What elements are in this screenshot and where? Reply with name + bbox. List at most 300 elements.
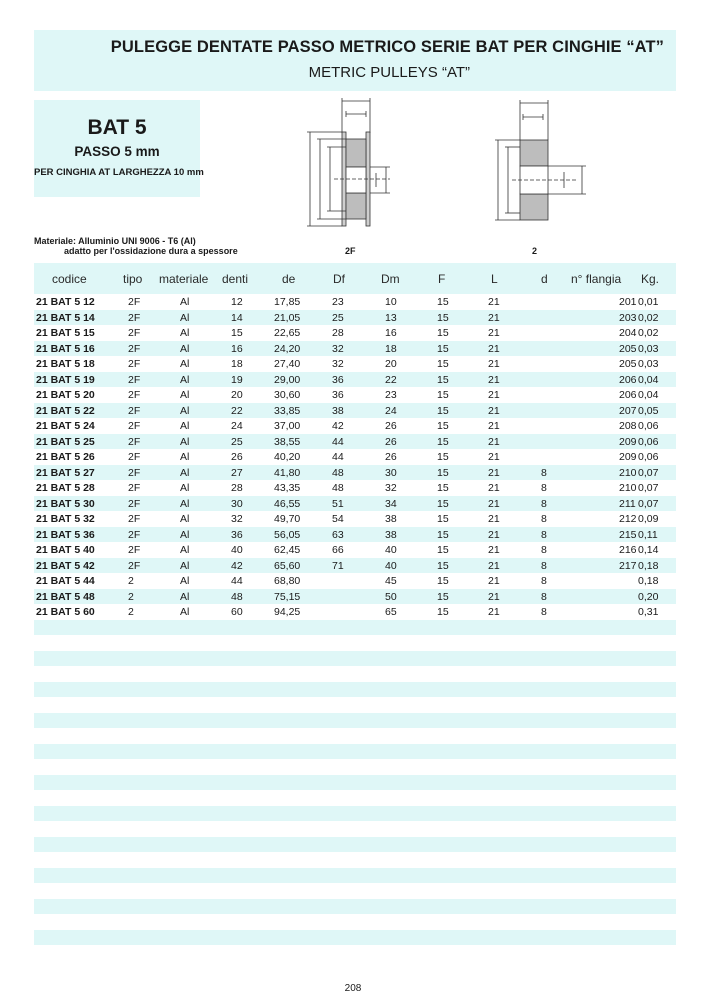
header-denti: denti	[222, 272, 249, 286]
cell-denti: 12	[231, 296, 243, 308]
empty-table-row	[34, 775, 676, 791]
cell-kg: 0,09	[638, 513, 659, 525]
cell-kg: 0,04	[638, 373, 659, 386]
cell-kg: 0,18	[638, 559, 659, 572]
table-row	[34, 496, 676, 512]
cell-l: 21	[488, 435, 500, 448]
cell-denti: 48	[231, 590, 243, 603]
cell-f: 15	[437, 327, 449, 339]
table-row	[34, 403, 676, 419]
cell-l: 21	[488, 342, 500, 355]
cell-flangia: 212	[619, 513, 637, 525]
cell-df: 51	[332, 497, 344, 510]
table-row	[34, 604, 676, 620]
cell-flangia: 210	[619, 482, 637, 494]
cell-de: 37,00	[274, 420, 301, 432]
cell-f: 15	[437, 575, 449, 587]
table-row	[34, 573, 676, 589]
cell-codice: 21 BAT 5 18	[36, 358, 95, 370]
cell-df: 48	[332, 466, 344, 479]
cell-materiale: Al	[180, 575, 190, 587]
cell-denti: 16	[231, 342, 243, 355]
pulley-table	[34, 263, 676, 961]
cell-f: 15	[437, 404, 449, 417]
cell-dm: 45	[385, 575, 397, 587]
cell-codice: 21 BAT 5 26	[36, 451, 95, 463]
cell-de: 29,00	[274, 373, 301, 386]
cell-codice: 21 BAT 5 42	[36, 559, 95, 572]
empty-table-row	[34, 713, 676, 729]
cell-de: 40,20	[274, 451, 301, 463]
cell-denti: 20	[231, 389, 243, 401]
cell-kg: 0,04	[638, 389, 659, 401]
cell-df: 44	[332, 451, 344, 463]
cell-de: 75,15	[274, 590, 301, 603]
cell-flangia: 207	[619, 404, 637, 417]
cell-l: 21	[488, 404, 500, 417]
cell-dm: 65	[385, 606, 397, 618]
cell-materiale: Al	[180, 358, 190, 370]
cell-f: 15	[437, 482, 449, 494]
cell-l: 21	[488, 466, 500, 479]
empty-table-row	[34, 930, 676, 946]
cell-df: 48	[332, 482, 344, 494]
cell-flangia: 205	[619, 342, 637, 355]
cell-denti: 22	[231, 404, 243, 417]
cell-codice: 21 BAT 5 48	[36, 590, 95, 603]
cell-kg: 0,01	[638, 296, 659, 308]
cell-tipo: 2F	[128, 296, 141, 308]
cell-tipo: 2	[128, 575, 134, 587]
pulley-2-drawing	[478, 95, 598, 245]
cell-kg: 0,05	[638, 404, 659, 417]
table-row	[34, 341, 676, 357]
empty-table-row	[34, 790, 676, 806]
cell-kg: 0,31	[638, 606, 659, 618]
cell-dm: 26	[385, 451, 397, 463]
cell-kg: 0,02	[638, 311, 659, 324]
cell-tipo: 2F	[128, 358, 141, 370]
cell-tipo: 2F	[128, 559, 141, 572]
cell-df: 36	[332, 389, 344, 401]
cell-dm: 24	[385, 404, 397, 417]
cell-de: 17,85	[274, 296, 301, 308]
cell-codice: 21 BAT 5 19	[36, 373, 95, 386]
cell-dm: 40	[385, 544, 397, 556]
empty-table-row	[34, 806, 676, 822]
table-row	[34, 542, 676, 558]
cell-dm: 40	[385, 559, 397, 572]
cell-f: 15	[437, 311, 449, 324]
cell-df: 32	[332, 342, 344, 355]
cell-dm: 32	[385, 482, 397, 494]
cell-de: 33,85	[274, 404, 301, 417]
cell-materiale: Al	[180, 497, 190, 510]
cell-l: 21	[488, 544, 500, 556]
table-row	[34, 372, 676, 388]
cell-codice: 21 BAT 5 28	[36, 482, 95, 494]
cell-df: 44	[332, 435, 344, 448]
cell-f: 15	[437, 373, 449, 386]
table-header	[34, 263, 676, 294]
cell-materiale: Al	[180, 482, 190, 494]
cell-materiale: Al	[180, 435, 190, 448]
cell-denti: 28	[231, 482, 243, 494]
cell-f: 15	[437, 559, 449, 572]
table-row	[34, 589, 676, 605]
cell-flangia: 216	[619, 544, 637, 556]
cell-flangia: 209	[619, 435, 637, 448]
cell-dm: 23	[385, 389, 397, 401]
cell-dm: 38	[385, 528, 397, 541]
empty-table-row	[34, 759, 676, 775]
cell-de: 68,80	[274, 575, 301, 587]
cell-tipo: 2F	[128, 544, 141, 556]
cell-materiale: Al	[180, 296, 190, 308]
table-row	[34, 325, 676, 341]
cell-dm: 22	[385, 373, 397, 386]
cell-d: 8	[541, 544, 547, 556]
cell-l: 21	[488, 311, 500, 324]
header-tipo: tipo	[123, 272, 143, 286]
table-row	[34, 310, 676, 326]
cell-materiale: Al	[180, 311, 190, 324]
header-f: F	[438, 272, 446, 286]
empty-table-row	[34, 744, 676, 760]
header-flangia: n° flangia	[571, 272, 622, 286]
cell-codice: 21 BAT 5 14	[36, 311, 95, 324]
cell-denti: 27	[231, 466, 243, 479]
cell-df: 71	[332, 559, 344, 572]
cell-de: 94,25	[274, 606, 301, 618]
cell-l: 21	[488, 606, 500, 618]
cell-codice: 21 BAT 5 44	[36, 575, 95, 587]
cell-denti: 15	[231, 327, 243, 339]
header-codice: codice	[52, 272, 87, 286]
cell-tipo: 2F	[128, 327, 141, 339]
cell-tipo: 2F	[128, 497, 141, 510]
cell-materiale: Al	[180, 528, 190, 541]
cell-tipo: 2F	[128, 389, 141, 401]
cell-d: 8	[541, 606, 547, 618]
cell-flangia: 206	[619, 389, 637, 401]
cell-kg: 0,06	[638, 451, 659, 463]
belt-width-label: PER CINGHIA AT LARGHEZZA 10 mm	[34, 167, 204, 178]
cell-flangia: 203	[619, 311, 637, 324]
cell-tipo: 2F	[128, 311, 141, 324]
cell-flangia: 204	[619, 327, 637, 339]
cell-flangia: 201	[619, 296, 637, 308]
empty-table-row	[34, 620, 676, 636]
cell-denti: 60	[231, 606, 243, 618]
page-title: PULEGGE DENTATE PASSO METRICO SERIE BAT PER CINGHIE “AT”	[110, 38, 664, 56]
cell-codice: 21 BAT 5 12	[36, 296, 95, 308]
cell-l: 21	[488, 590, 500, 603]
cell-codice: 21 BAT 5 24	[36, 420, 95, 432]
cell-denti: 44	[231, 575, 243, 587]
cell-kg: 0,07	[638, 482, 659, 494]
cell-df: 36	[332, 373, 344, 386]
cell-f: 15	[437, 544, 449, 556]
table-row	[34, 480, 676, 496]
header-l: L	[491, 272, 498, 286]
cell-f: 15	[437, 497, 449, 510]
cell-kg: 0,03	[638, 358, 659, 370]
cell-l: 21	[488, 389, 500, 401]
cell-f: 15	[437, 420, 449, 432]
material-line-1: Materiale: Alluminio UNI 9006 - T6 (Al)	[34, 236, 196, 246]
cell-flangia: 211	[619, 497, 636, 510]
cell-tipo: 2	[128, 590, 134, 603]
cell-f: 15	[437, 466, 449, 479]
cell-df: 38	[332, 404, 344, 417]
cell-dm: 16	[385, 327, 397, 339]
cell-l: 21	[488, 559, 500, 572]
cell-codice: 21 BAT 5 22	[36, 404, 95, 417]
cell-de: 56,05	[274, 528, 301, 541]
cell-dm: 34	[385, 497, 397, 510]
pulley-2f-drawing	[290, 95, 410, 245]
cell-d: 8	[541, 466, 547, 479]
cell-tipo: 2F	[128, 420, 141, 432]
cell-df: 42	[332, 420, 344, 432]
pitch-label: PASSO 5 mm	[74, 144, 160, 159]
table-row	[34, 511, 676, 527]
cell-kg: 0,02	[638, 327, 659, 339]
cell-tipo: 2F	[128, 451, 141, 463]
cell-df: 54	[332, 513, 344, 525]
cell-f: 15	[437, 389, 449, 401]
table-row	[34, 527, 676, 543]
cell-l: 21	[488, 482, 500, 494]
cell-kg: 0,20	[638, 590, 659, 603]
empty-table-row	[34, 635, 676, 651]
cell-denti: 32	[231, 513, 243, 525]
cell-l: 21	[488, 513, 500, 525]
cell-tipo: 2F	[128, 482, 141, 494]
cell-l: 21	[488, 420, 500, 432]
cell-kg: 0,06	[638, 420, 659, 432]
cell-dm: 13	[385, 311, 397, 324]
cell-flangia: 215	[619, 528, 637, 541]
table-body	[34, 294, 676, 961]
cell-de: 30,60	[274, 389, 301, 401]
cell-tipo: 2F	[128, 435, 141, 448]
cell-tipo: 2F	[128, 513, 141, 525]
cell-denti: 18	[231, 358, 243, 370]
cell-d: 8	[541, 590, 547, 603]
cell-d: 8	[541, 497, 547, 510]
cell-kg: 0,03	[638, 342, 659, 355]
cell-tipo: 2F	[128, 466, 141, 479]
cell-materiale: Al	[180, 420, 190, 432]
cell-dm: 50	[385, 590, 397, 603]
cell-codice: 21 BAT 5 25	[36, 435, 95, 448]
cell-de: 41,80	[274, 466, 301, 479]
cell-df: 66	[332, 544, 344, 556]
cell-tipo: 2F	[128, 404, 141, 417]
cell-denti: 19	[231, 373, 243, 386]
cell-codice: 21 BAT 5 20	[36, 389, 95, 401]
cell-dm: 18	[385, 342, 397, 355]
empty-table-row	[34, 914, 676, 930]
header-dm: Dm	[381, 272, 400, 286]
cell-df: 23	[332, 296, 344, 308]
table-row	[34, 449, 676, 465]
empty-table-row	[34, 666, 676, 682]
cell-dm: 26	[385, 435, 397, 448]
cell-materiale: Al	[180, 513, 190, 525]
table-row	[34, 294, 676, 310]
cell-f: 15	[437, 590, 449, 603]
empty-table-row	[34, 837, 676, 853]
cell-de: 65,60	[274, 559, 301, 572]
cell-l: 21	[488, 358, 500, 370]
cell-df: 25	[332, 311, 344, 324]
table-row	[34, 465, 676, 481]
cell-materiale: Al	[180, 404, 190, 417]
cell-de: 24,20	[274, 342, 301, 355]
cell-kg: 0,11	[638, 528, 658, 541]
empty-table-row	[34, 697, 676, 713]
cell-df: 32	[332, 358, 344, 370]
cell-flangia: 210	[619, 466, 637, 479]
cell-l: 21	[488, 373, 500, 386]
empty-table-row	[34, 821, 676, 837]
header-d: d	[541, 272, 548, 286]
empty-table-row	[34, 868, 676, 884]
cell-l: 21	[488, 451, 500, 463]
cell-d: 8	[541, 482, 547, 494]
cell-tipo: 2	[128, 606, 134, 618]
cell-dm: 38	[385, 513, 397, 525]
empty-table-row	[34, 883, 676, 899]
header-materiale: materiale	[159, 272, 209, 286]
cell-f: 15	[437, 358, 449, 370]
table-row	[34, 558, 676, 574]
cell-denti: 42	[231, 559, 243, 572]
cell-denti: 14	[231, 311, 243, 324]
cell-de: 43,35	[274, 482, 301, 494]
cell-flangia: 205	[619, 358, 637, 370]
cell-denti: 25	[231, 435, 243, 448]
cell-materiale: Al	[180, 342, 190, 355]
cell-materiale: Al	[180, 373, 190, 386]
page-subtitle: METRIC PULLEYS “AT”	[308, 64, 470, 81]
cell-codice: 21 BAT 5 60	[36, 606, 95, 618]
empty-table-row	[34, 728, 676, 744]
cell-d: 8	[541, 528, 547, 541]
table-row	[34, 387, 676, 403]
cell-de: 22,65	[274, 327, 301, 339]
cell-d: 8	[541, 513, 547, 525]
cell-flangia: 217	[619, 559, 637, 572]
cell-materiale: Al	[180, 606, 190, 618]
cell-dm: 30	[385, 466, 397, 479]
cell-flangia: 206	[619, 373, 637, 386]
cell-kg: 0,07	[638, 466, 659, 479]
empty-table-row	[34, 682, 676, 698]
cell-tipo: 2F	[128, 342, 141, 355]
cell-denti: 36	[231, 528, 243, 541]
cell-de: 46,55	[274, 497, 301, 510]
cell-materiale: Al	[180, 451, 190, 463]
empty-table-row	[34, 651, 676, 667]
cell-flangia: 208	[619, 420, 637, 432]
cell-codice: 21 BAT 5 36	[36, 528, 95, 541]
cell-f: 15	[437, 528, 449, 541]
cell-dm: 26	[385, 420, 397, 432]
cell-materiale: Al	[180, 559, 190, 572]
page-number: 208	[344, 983, 362, 994]
cell-f: 15	[437, 435, 449, 448]
drawing-type-2f	[290, 95, 410, 260]
cell-denti: 26	[231, 451, 243, 463]
cell-df: 28	[332, 327, 344, 339]
series-box	[34, 100, 204, 197]
cell-dm: 20	[385, 358, 397, 370]
cell-codice: 21 BAT 5 16	[36, 342, 95, 355]
cell-f: 15	[437, 451, 449, 463]
cell-tipo: 2F	[128, 373, 141, 386]
cell-materiale: Al	[180, 389, 190, 401]
header-kg: Kg.	[641, 272, 660, 286]
cell-kg: 0,06	[638, 435, 659, 448]
cell-flangia: 209	[619, 451, 637, 463]
cell-kg: 0,07	[638, 497, 659, 510]
cell-l: 21	[488, 497, 500, 510]
cell-de: 62,45	[274, 544, 301, 556]
cell-f: 15	[437, 606, 449, 618]
cell-codice: 21 BAT 5 27	[36, 466, 95, 479]
cell-materiale: Al	[180, 544, 190, 556]
cell-l: 21	[488, 575, 500, 587]
cell-materiale: Al	[180, 590, 190, 603]
cell-denti: 40	[231, 544, 243, 556]
series-name: BAT 5	[87, 116, 147, 139]
cell-d: 8	[541, 575, 547, 587]
title-band	[34, 30, 676, 91]
empty-table-row	[34, 899, 676, 915]
cell-d: 8	[541, 559, 547, 572]
table-row	[34, 418, 676, 434]
cell-kg: 0,14	[638, 544, 659, 556]
empty-table-row	[34, 852, 676, 868]
cell-de: 21,05	[274, 311, 301, 324]
cell-materiale: Al	[180, 327, 190, 339]
cell-l: 21	[488, 528, 500, 541]
cell-tipo: 2F	[128, 528, 141, 541]
cell-codice: 21 BAT 5 15	[36, 327, 95, 339]
cell-denti: 30	[231, 497, 243, 510]
cell-materiale: Al	[180, 466, 190, 479]
cell-codice: 21 BAT 5 40	[36, 544, 95, 556]
drawing-2-caption: 2	[532, 246, 538, 256]
cell-denti: 24	[231, 420, 243, 432]
drawing-type-2	[478, 95, 598, 260]
cell-codice: 21 BAT 5 30	[36, 497, 95, 510]
cell-f: 15	[437, 296, 449, 308]
cell-l: 21	[488, 327, 500, 339]
cell-f: 15	[437, 342, 449, 355]
header-df: Df	[333, 272, 345, 286]
cell-kg: 0,18	[638, 575, 659, 587]
cell-de: 38,55	[274, 435, 301, 448]
cell-l: 21	[488, 296, 500, 308]
drawing-2f-caption: 2F	[345, 246, 356, 256]
cell-df: 63	[332, 528, 344, 541]
table-row	[34, 356, 676, 372]
